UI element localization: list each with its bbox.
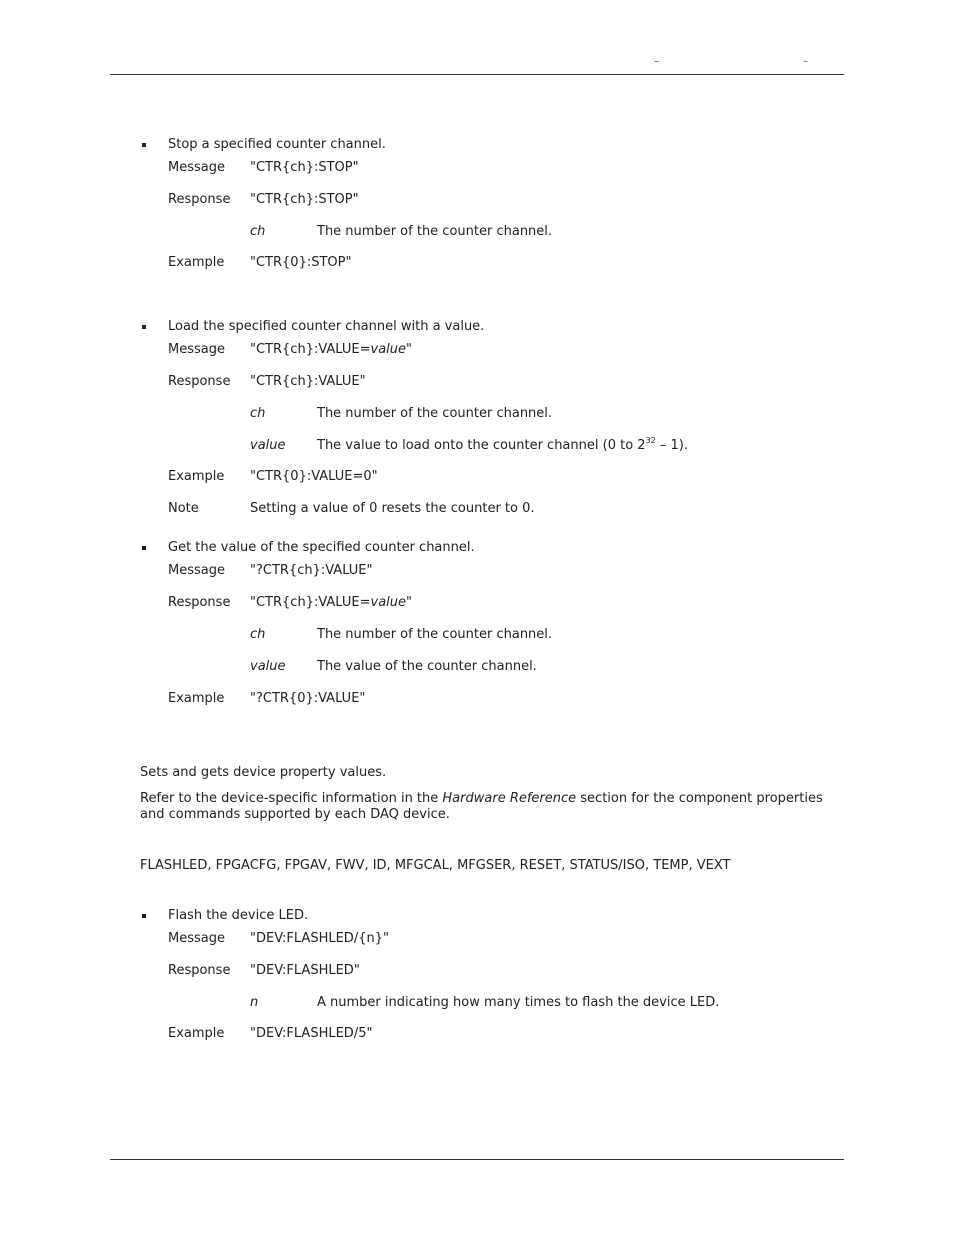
- flashled-param-n-desc: A number indicating how many times to flash the device LED.: [317, 995, 720, 1010]
- stop-response-label: Response: [168, 192, 231, 207]
- stop-param-ch: ch: [250, 224, 266, 239]
- flashled-description: Flash the device LED.: [168, 908, 309, 923]
- dev-intro: Sets and gets device property values.: [140, 765, 387, 780]
- value-get-description: Get the value of the specified counter channel.: [168, 540, 475, 555]
- stop-response: "CTR{ch}:STOP": [250, 192, 359, 207]
- footer-rule: [110, 1159, 844, 1160]
- value-set-note: Setting a value of 0 resets the counter to 0.: [250, 501, 535, 516]
- flashled-response: "DEV:FLASHLED": [250, 963, 360, 978]
- stop-example: "CTR{0}:STOP": [250, 255, 352, 270]
- flashled-message: "DEV:FLASHLED/{n}": [250, 931, 389, 946]
- flashled-message-label: Message: [168, 931, 225, 946]
- value-set-example-label: Example: [168, 469, 225, 484]
- flashled-example: "DEV:FLASHLED/5": [250, 1026, 373, 1041]
- value-set-description: Load the specified counter channel with a value.: [168, 319, 485, 334]
- value-get-example-label: Example: [168, 691, 225, 706]
- value-get-param-value-desc: The value of the counter channel.: [317, 659, 537, 674]
- header-rule: [110, 74, 844, 75]
- value-get-param-ch: ch: [250, 627, 266, 642]
- stop-description: Stop a specified counter channel.: [168, 137, 386, 152]
- value-get-message: "?CTR{ch}:VALUE": [250, 563, 373, 578]
- value-get-param-value: value: [250, 659, 286, 674]
- bullet-icon: [142, 325, 146, 329]
- value-get-param-ch-desc: The number of the counter channel.: [317, 627, 553, 642]
- value-get-message-label: Message: [168, 563, 225, 578]
- header-mark-right: –: [803, 56, 808, 67]
- value-set-response-label: Response: [168, 374, 231, 389]
- flashled-example-label: Example: [168, 1026, 225, 1041]
- value-set-param-ch-desc: The number of the counter channel.: [317, 406, 553, 421]
- value-set-param-value: value: [250, 438, 286, 453]
- dev-refer-line2: and commands supported by each DAQ device.: [140, 807, 450, 822]
- dev-properties: FLASHLED, FPGACFG, FPGAV, FWV, ID, MFGCAL, MFGSER, RESET, STATUS/ISO, TEMP, VEXT: [140, 858, 731, 873]
- value-get-response: "CTR{ch}:VALUE=value": [250, 595, 413, 610]
- value-get-example: "?CTR{0}:VALUE": [250, 691, 366, 706]
- stop-param-ch-desc: The number of the counter channel.: [317, 224, 553, 239]
- value-set-message: "CTR{ch}:VALUE=value": [250, 342, 413, 357]
- value-get-response-label: Response: [168, 595, 231, 610]
- value-set-param-ch: ch: [250, 406, 266, 421]
- stop-message: "CTR{ch}:STOP": [250, 160, 359, 175]
- bullet-icon: [142, 546, 146, 550]
- value-set-example: "CTR{0}:VALUE=0": [250, 469, 378, 484]
- stop-example-label: Example: [168, 255, 225, 270]
- flashled-response-label: Response: [168, 963, 231, 978]
- dev-refer-line1: Refer to the device-specific information in the Hardware Reference section for the component properties: [140, 791, 823, 806]
- value-set-note-label: Note: [168, 501, 199, 516]
- bullet-icon: [142, 143, 146, 147]
- value-set-response: "CTR{ch}:VALUE": [250, 374, 366, 389]
- flashled-param-n: n: [250, 995, 259, 1010]
- header-mark-left: –: [654, 56, 659, 67]
- value-set-message-label: Message: [168, 342, 225, 357]
- stop-message-label: Message: [168, 160, 225, 175]
- bullet-icon: [142, 914, 146, 918]
- value-set-param-value-desc: The value to load onto the counter channel (0 to $2^{32} - 1$).: [317, 436, 688, 453]
